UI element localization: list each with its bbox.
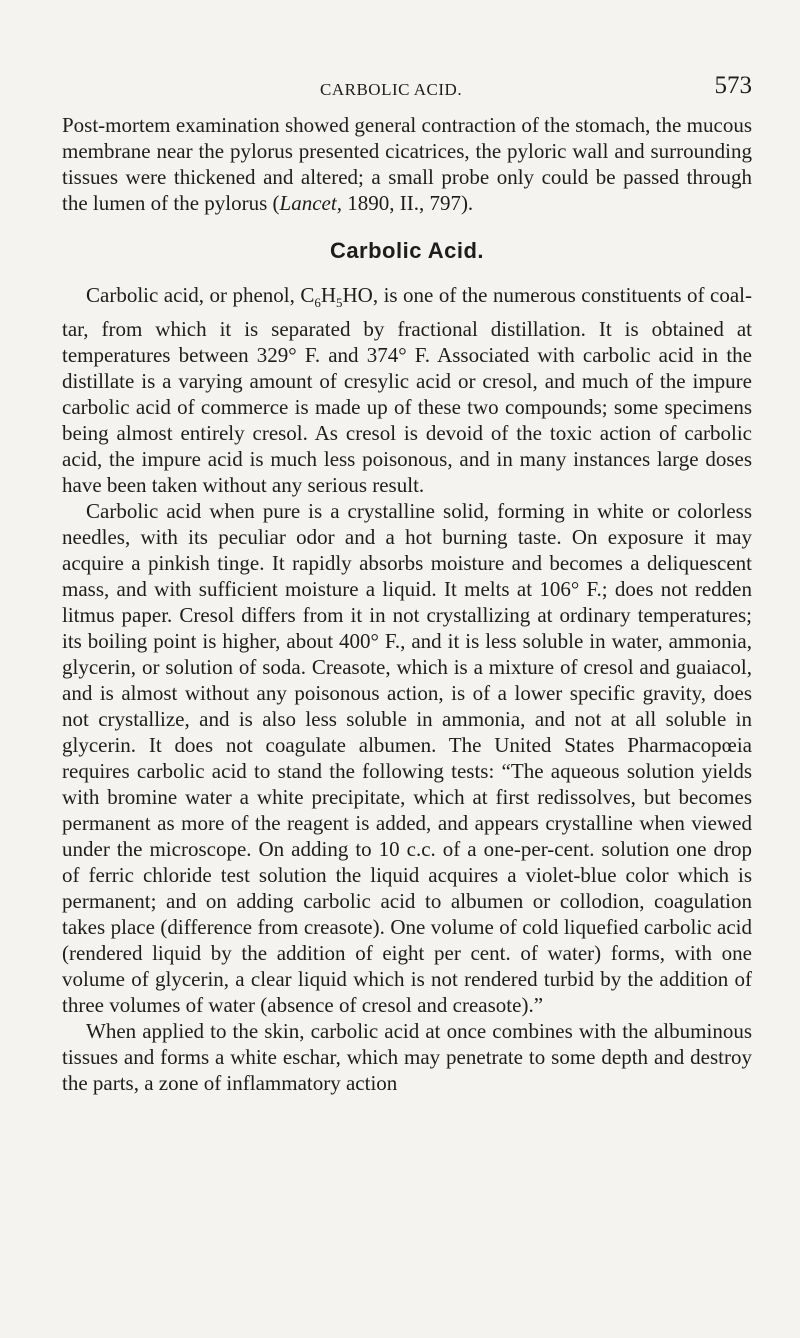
page-header bbox=[62, 72, 752, 104]
citation-rest: 1890, II., 797). bbox=[341, 191, 474, 215]
citation-journal: Lancet, bbox=[279, 191, 342, 215]
paragraph-skin: When applied to the skin, carbolic acid at once combines with the albuminous tissues and forms a white eschar, which may penetrate to some depth and destroy the parts, a zone of inflammatory action bbox=[62, 1019, 752, 1096]
paragraph-properties: Carbolic acid when pure is a crystalline solid, forming in white or colorless needles, with its peculiar odor and a hot burning taste. On exposure it may acquire a pinkish tinge. It rapidly absorbs moisture and becomes a deliquescent mass, and with sufficient moisture a liquid. It melts at 106° F.; does not redden litmus paper. Cresol differs from it in not crystallizing at ordinary temperatures; its boiling point is higher, about 400° F., and it is less soluble in water, ammonia, glycerin, or solution of soda. Creasote, which is a mixture of cresol and guaiacol, and is almost without any poisonous action, is of a lower specific gravity, does not crystallize, and is also less soluble in ammonia, and not at all soluble in glycerin. It does not coagulate albumen. The United States Pharmacopœia requires carbolic acid to stand the following tests: “The aqueous solution yields with bromine water a white precipitate, which at first redissolves, but becomes permanent as more of the reagent is added, and appears crystalline when viewed under the microscope. On adding to 10 c.c. of a one-per-cent. solution one drop of ferric chloride test solution the liquid acquires a violet-blue color which is permanent; and on adding carbolic acid to albumen or collodion, coagulation takes place (difference from creasote). One volume of cold liquefied carbolic acid (rendered liquid by the addition of eight per cent. of water) forms, with one volume of glycerin, a clear liquid which is not rendered turbid by the addition of three volumes of water (absence of cresol and creasote).” bbox=[62, 499, 752, 1018]
formula-sub-5: 5 bbox=[336, 295, 343, 311]
opening-text: Post-mortem examination showed general contraction of the stomach, the mucous membrane near the pylorus presented cicatrices, the pyloric wall and surrounding tissues were thickened and altered; a small probe only could be passed through the lumen of the pylorus ( bbox=[62, 113, 752, 215]
section-title: Carbolic Acid. bbox=[329, 238, 485, 263]
para1-after: HO, is one of the numerous constituents of coal-tar, from which it is separated by fractional distillation. It is obtained at temperatures between 329° F. and 374° F. Associated with carbolic acid in the distillate is a varying amount of cresylic acid or cresol, and much of the impure carbolic acid of commerce is made up of these two compounds; some specimens being almost entirely cresol. As cresol is devoid of the toxic action of carbolic acid, the impure acid is much less poisonous, and in many instances large doses have been taken without any serious result. bbox=[62, 283, 752, 498]
running-head: CARBOLIC ACID. bbox=[320, 80, 463, 99]
page-body bbox=[62, 112, 752, 1096]
page-number: 573 bbox=[714, 72, 752, 99]
paragraph-phenol bbox=[62, 282, 752, 498]
formula-sub-6: 6 bbox=[314, 295, 321, 311]
chemical-formula bbox=[314, 283, 343, 311]
opening-paragraph bbox=[62, 112, 752, 216]
formula-h: H bbox=[320, 283, 337, 307]
para1-before: Carbolic acid, or phenol, C bbox=[86, 283, 315, 307]
